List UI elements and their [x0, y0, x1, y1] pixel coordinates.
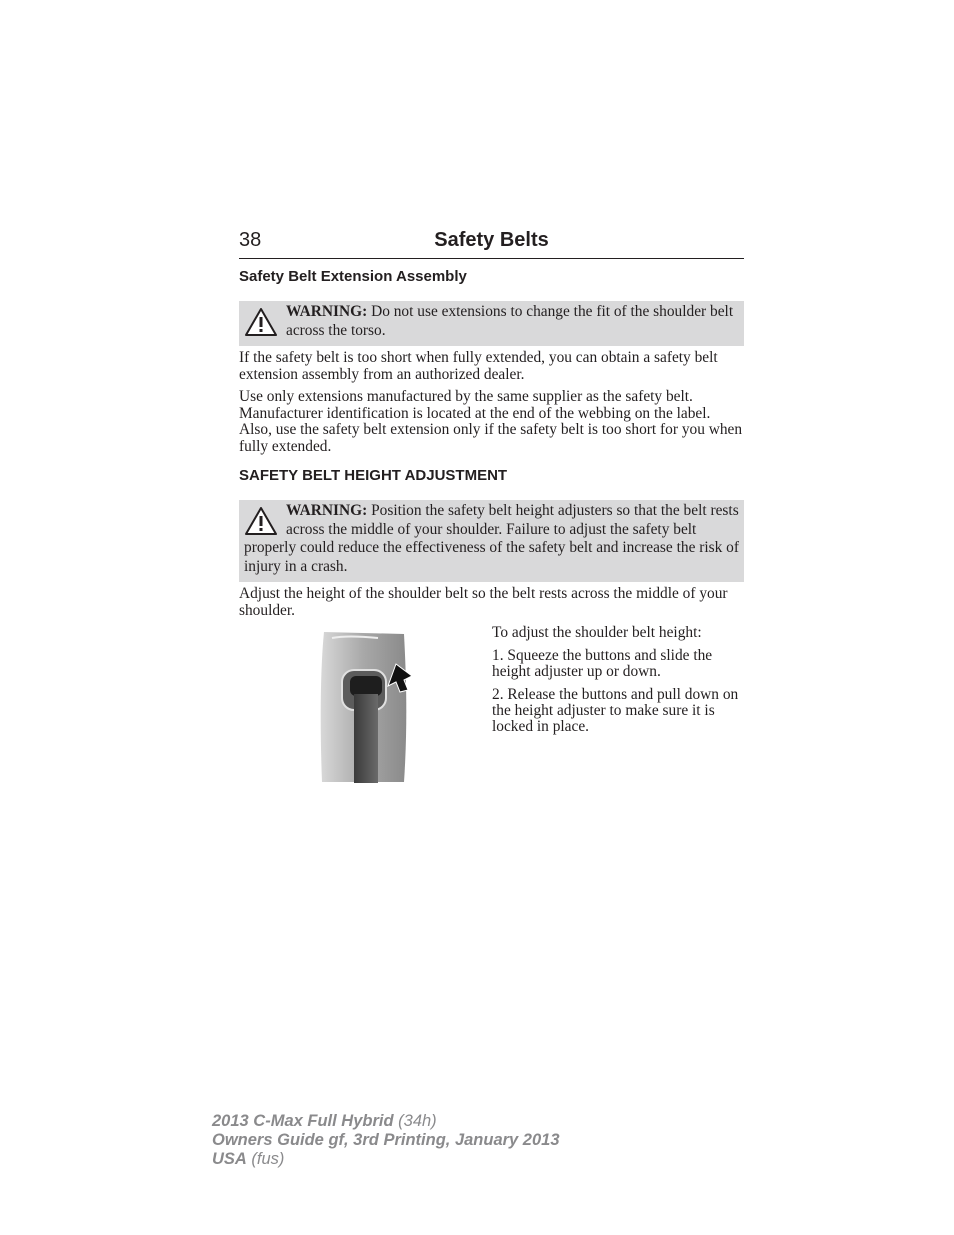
section-heading-extension: Safety Belt Extension Assembly [239, 268, 467, 285]
chapter-title: Safety Belts [434, 229, 549, 251]
extension-paragraph-2: Use only extensions manufactured by the same supplier as the safety belt. Manufacturer identification is located at the end of the webbing on the label. Also, use the safety belt extension only if the safety belt is too short for you when fully extended. [239, 388, 743, 455]
page-footer [212, 1112, 560, 1169]
warning-label: WARNING: [286, 502, 368, 519]
warning-text: Position the safety belt height adjusters so that the belt rests across the middle of your shoulder. Failure to adjust the safety belt properly could reduce the effectiveness of the safety belt and increase the risk of injury in a crash. [244, 502, 740, 575]
warning-box-height [239, 500, 744, 582]
footer-line-1: 2013 C-Max Full Hybrid (34h) [212, 1112, 437, 1130]
section-heading-height-adjustment: SAFETY BELT HEIGHT ADJUSTMENT [239, 467, 508, 484]
height-adjuster-illustration [318, 632, 422, 784]
warning-label: WARNING: [286, 303, 368, 320]
height-paragraph-1: Adjust the height of the shoulder belt so the belt rests across the middle of your shoulder. [239, 585, 728, 619]
height-step-1: 1. Squeeze the buttons and slide the height adjuster up or down. [492, 647, 713, 681]
warning-triangle-icon [244, 506, 278, 536]
height-instructions-intro: To adjust the shoulder belt height: [492, 624, 702, 641]
height-step-2: 2. Release the buttons and pull down on the height adjuster to make sure it is locked in place. [492, 686, 739, 736]
footer-line-3: USA (fus) [212, 1150, 285, 1168]
page-number: 38 [239, 229, 262, 251]
page-header [239, 228, 744, 259]
warning-triangle-icon [244, 307, 278, 337]
footer-line-2: Owners Guide gf, 3rd Printing, January 2013 [212, 1131, 560, 1149]
warning-box-extension [239, 301, 744, 346]
warning-text: Do not use extensions to change the fit of the shoulder belt across the torso. [286, 303, 734, 339]
extension-paragraph-1: If the safety belt is too short when fully extended, you can obtain a safety belt extension assembly from an authorized dealer. [239, 349, 718, 383]
